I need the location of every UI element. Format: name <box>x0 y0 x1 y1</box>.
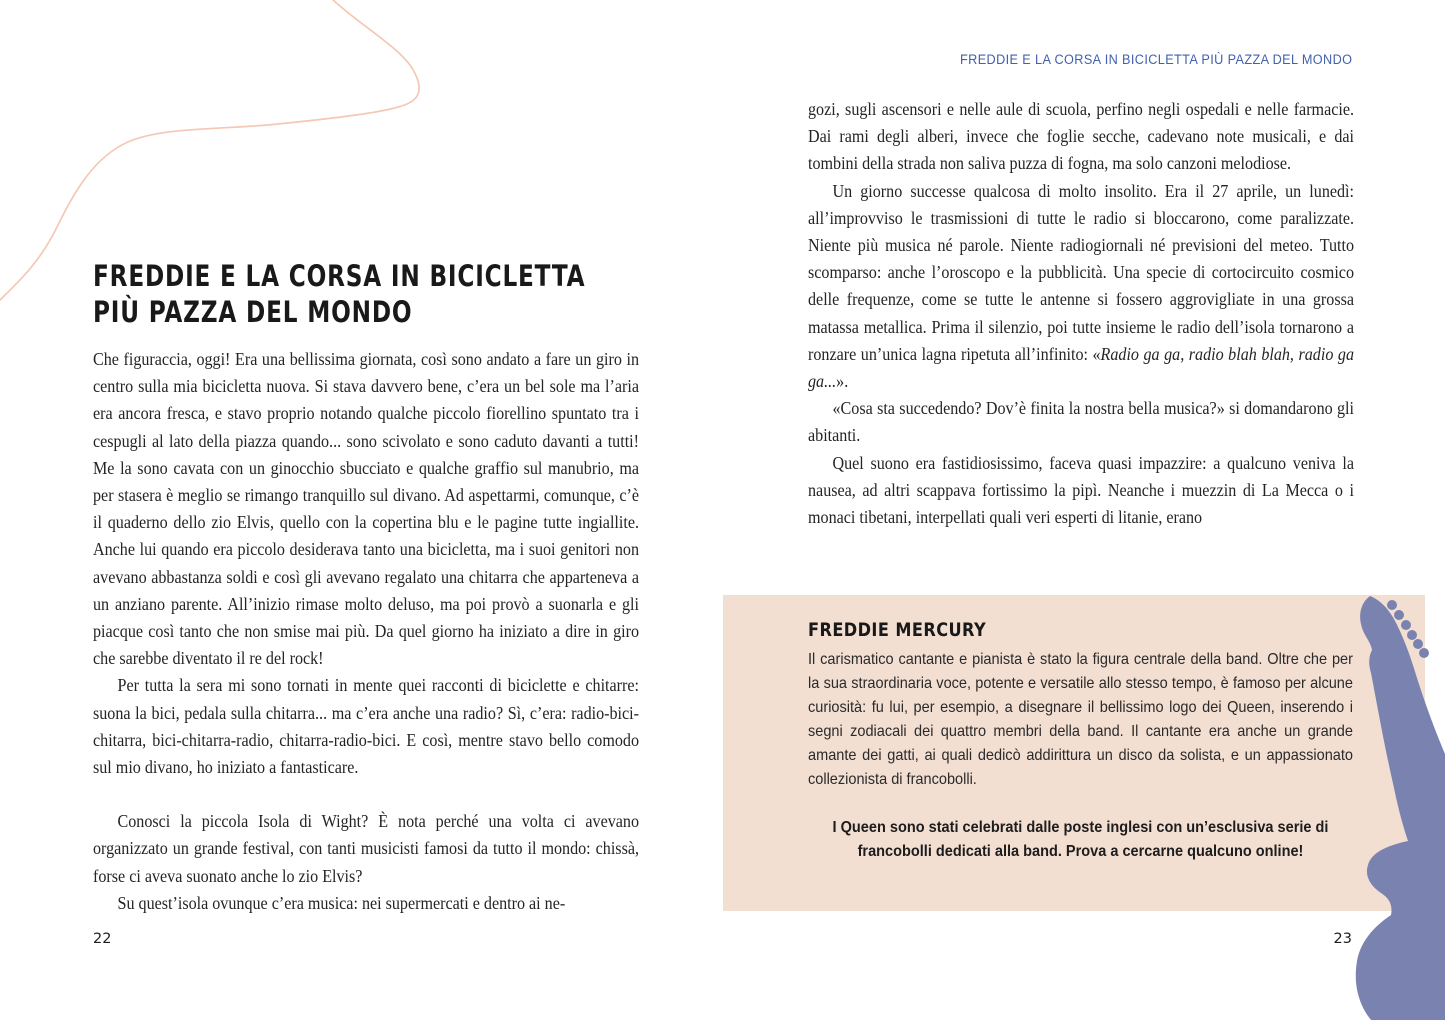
italic-quote: Radio ga ga, radio blah blah, radio ga ga... <box>808 343 1354 392</box>
paragraph: Quel suono era fastidiosissimo, faceva quasi impazzire: a qualcuno veniva la nausea, ad altri scappava fortissimo la pipì. Neanche i muezzin di La Mecca o i monaci tibetani, interpellati quali veri esperti di litanie, erano <box>808 452 1354 528</box>
page-title-line2: PIÙ PAZZA DEL MONDO <box>93 295 413 329</box>
paragraph: Per tutta la sera mi sono tornati in mente quei racconti di biciclette e chitarre: suona la bici, pedala sulla chitarra... ma c’era anche una radio? Sì, c’era: radio-bici-chitarra, bici-chitarra-radio, chitarra-radio-bici. E così, mentre stavo bello comodo sul mio divano, ho iniziato a fantasticare. <box>93 675 639 778</box>
paragraph: «Cosa sta succedendo? Dov’è finita la nostra bella musica?» si domandarono gli abitanti. <box>808 398 1354 446</box>
left-body-text <box>93 346 639 917</box>
paragraph: Su quest’isola ovunque c’era musica: nei supermercati e dentro ai ne- <box>117 892 566 913</box>
paragraph-text: ». <box>836 371 849 392</box>
info-box-body: Il carismatico cantante e pianista è stato la figura centrale della band. Oltre che per la sua straordinaria voce, potente e versatile allo stesso tempo, è famoso per alcune curiosità: fu lui, per esempio, a disegnare il bellissimo logo dei Queen, inserendo i segni zodiacali dei quattro membri della band. Il cantante era anche un grande amante dei gatti, ai quali dedicò addirittura un disco da solista, e un appassionato collezionista di francobolli. <box>808 651 1353 788</box>
paragraph: Che figuraccia, oggi! Era una bellissima giornata, così sono andato a fare un giro in centro sulla mia bicicletta nuova. Si stava davvero bene, c’era un bel sole ma l’aria era ancora fresca, e stavo proprio notando qualche piccolo fiorellino spuntato tra i cespugli al lato della piazza quando... sono scivolato e sono caduto davanti a tutti! Me la sono cavata con un ginocchio sbucciato e qualche graffio sul manubrio, ma per stasera è meglio se rimango tranquillo sul divano. Ad aspettarmi, comunque, c’è il quaderno dello zio Elvis, quello con la copertina blu e le pagine tutte ingiallite. Anche lui quando era piccolo desiderava tanto una bicicletta, ma i suoi genitori non avevano abbastanza soldi e così gli avevano regalato una chitarra che apparteneva a un anziano parente. All’inizio rimase molto deluso, ma poi provò a suonarla e gli piacque così tanto che non smise mai più. Da quel giorno ha iniziato a dire in giro che sarebbe diventato il re del rock! <box>93 349 639 669</box>
right-body-text <box>808 96 1354 531</box>
paragraph-text: Un giorno successe qualcosa di molto insolito. Era il 27 aprile, un lunedì: all’improvviso le trasmissioni di tutte le radio si bloccarono, come paralizzate. Niente più musica né parole. Niente radiogiornali né previsioni del meteo. Tutto scomparso: anche l’oroscopo e la pubblicità. Una specie di cortocircuito cosmico delle frequenze, come se tutte le antenne si fossero aggrovigliate in una grossa matassa metallica. Prima il silenzio, poi tutte insieme le radio dell’isola tornarono a ronzare un’unica lagna ripetuta all’infinito: « <box>808 180 1354 364</box>
running-header: FREDDIE E LA CORSA IN BICICLETTA PIÙ PAZZA DEL MONDO <box>959 52 1352 67</box>
page-title-line1: FREDDIE E LA CORSA IN BICICLETTA <box>93 259 586 293</box>
right-page-column <box>808 96 1354 531</box>
page-number-left: 22 <box>93 931 112 947</box>
electric-guitar-icon <box>1318 592 1445 1020</box>
paragraph: gozi, sugli ascensori e nelle aule di scuola, perfino negli ospedali e nelle farmacie. Dai rami degli alberi, invece che foglie secche, cadevano note musicali, e dai tombini della strada non saliva puzza di fogna, ma solo canzoni melodiose. <box>808 99 1354 174</box>
paragraph: Conosci la piccola Isola di Wight? È nota perché una volta ci avevano organizzato un grande festival, con tanti musicisti famosi da tutto il mondo: chissà, forse ci aveva suonato anche lo zio Elvis? <box>93 811 639 886</box>
info-box-note: I Queen sono stati celebrati dalle poste inglesi con un’esclusiva serie di francobolli dedicati alla band. Prova a cercarne qualcuno online! <box>832 819 1329 860</box>
paragraph <box>808 178 1354 396</box>
left-page-column <box>93 258 639 917</box>
page-title <box>93 258 586 330</box>
info-box-title: FREDDIE MERCURY <box>808 619 987 641</box>
page-number-right: 23 <box>1333 931 1352 947</box>
